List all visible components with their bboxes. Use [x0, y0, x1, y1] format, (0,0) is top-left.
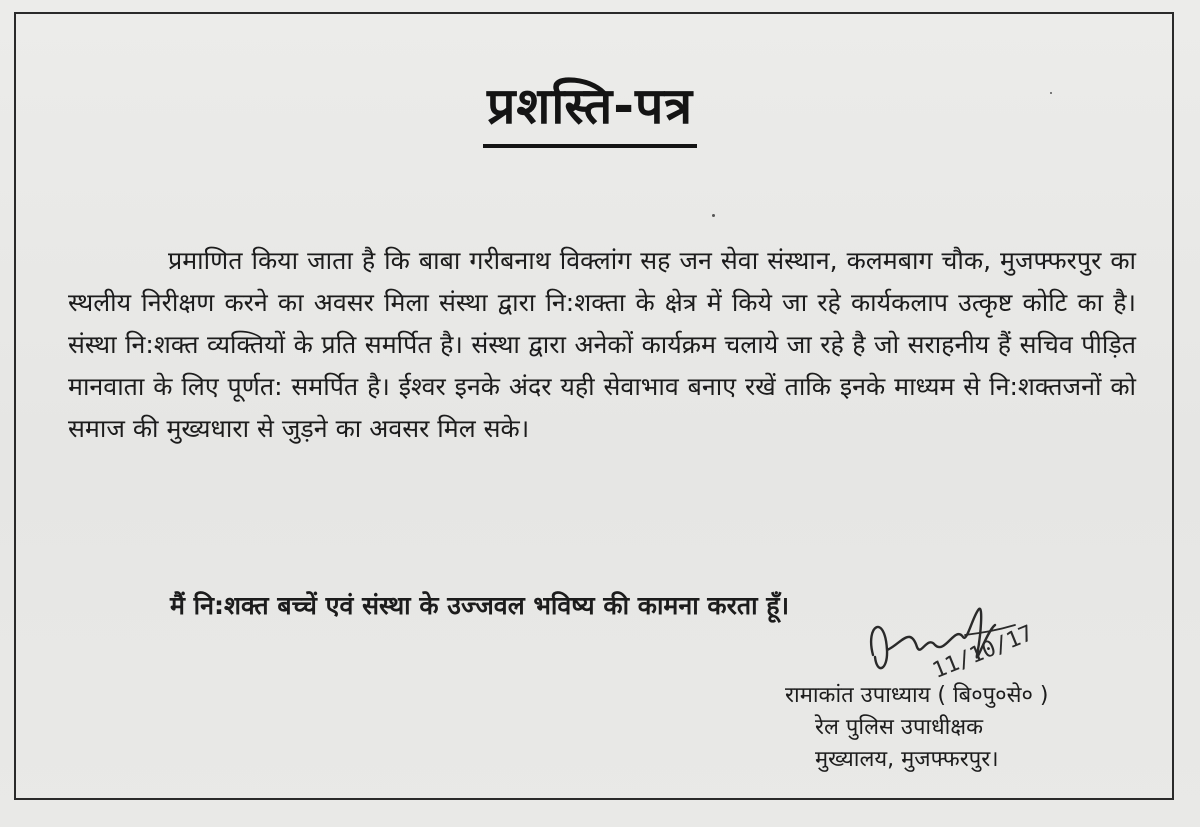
paper-speck	[1050, 92, 1052, 94]
signature-date: 11/10/17	[929, 621, 1037, 684]
certificate-title-wrapper	[0, 70, 1180, 148]
signatory-block	[785, 680, 1165, 776]
certificate-wish: मैं नि:शक्त बच्चें एवं संस्था के उज्जवल भविष्य की कामना करता हूँ।	[170, 591, 790, 620]
certificate-title: प्रशस्ति-पत्र	[483, 70, 697, 148]
signatory-office: मुख्यालय, मुजफ्फरपुर।	[815, 747, 999, 772]
signatory-name: रामाकांत उपाध्याय ( बि०पु०से० )	[785, 683, 1049, 708]
signatory-designation: रेल पुलिस उपाधीक्षक	[815, 715, 984, 740]
certificate-body: प्रमाणित किया जाता है कि बाबा गरीबनाथ विक्लांग सह जन सेवा संस्थान, कलमबाग चौक, मुजफ्फरपुर का स्थलीय निरीक्षण करने का अवसर मिला संस्था द्वारा नि:शक्ता के क्षेत्र में किये जा रहे कार्यकलाप उत्कृष्ट कोटि का है। संस्था नि:शक्त व्यक्तियों के प्रति समर्पित है। संस्था द्वारा अनेकों कार्यक्रम चलाये जा रहे है जो सराहनीय हैं सचिव पीड़ित मानवाता के लिए पूर्णत: समर्पित है। ईश्वर इनके अंदर यही सेवाभाव बनाए रखें ताकि इनके माध्यम से नि:शक्तजनों को समाज की मुख्यधारा से जुड़ने का अवसर मिल सके।	[68, 246, 1136, 443]
paper-speck	[712, 214, 715, 217]
